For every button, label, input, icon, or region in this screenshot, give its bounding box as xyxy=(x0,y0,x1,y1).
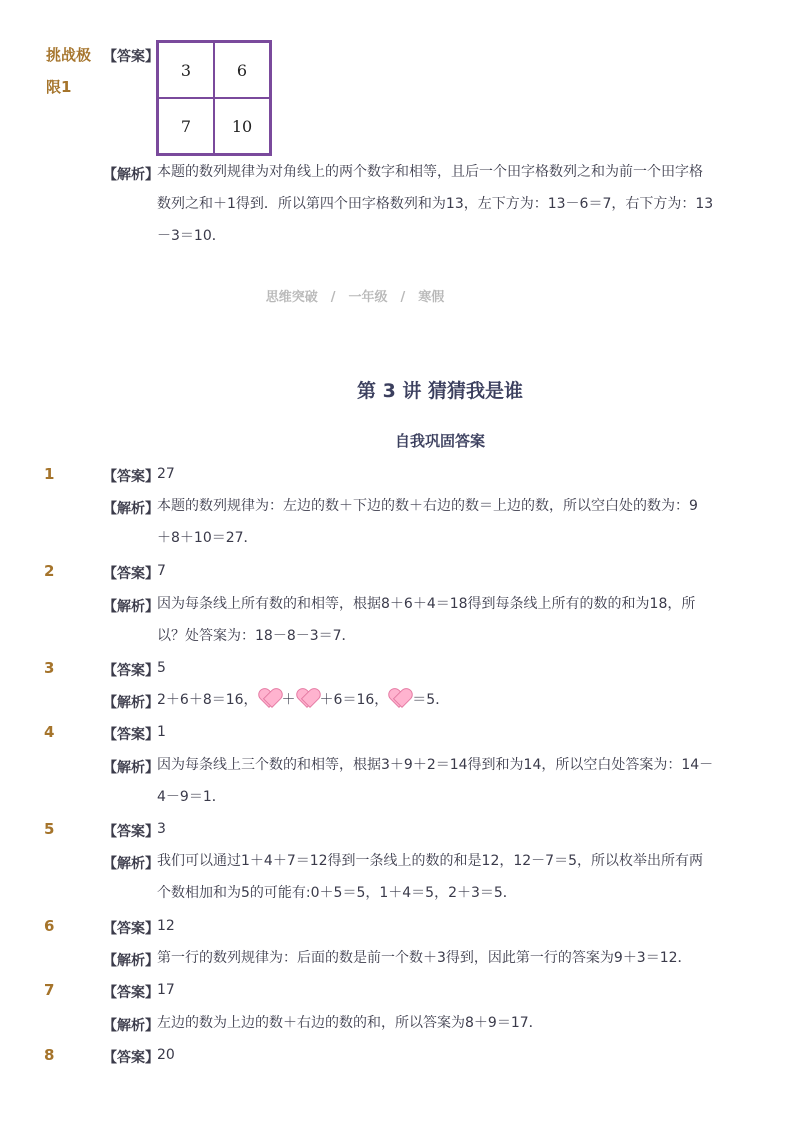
answer-tag: 【答案】 xyxy=(103,663,159,679)
item-number: 5 xyxy=(44,820,55,838)
answer-value: 12 xyxy=(157,918,175,934)
analysis-tag: 【解析】 xyxy=(103,953,159,969)
answer-value: 5 xyxy=(157,660,166,676)
analysis-line: 因为每条线上所有数的和相等，根据8＋6＋4＝18得到每条线上所有的数的和为18，所 xyxy=(157,596,696,612)
page-footer: 思维突破 / 一年级 / 寒假 xyxy=(265,290,445,305)
item-analysis xyxy=(157,588,717,652)
challenge-label-line2: 限1 xyxy=(46,78,72,96)
grid-cell: 10 xyxy=(214,98,270,154)
item-analysis xyxy=(157,490,717,554)
grid-cell: 7 xyxy=(158,98,214,154)
answer-tag: 【答案】 xyxy=(103,1050,159,1066)
analysis-tag: 【解析】 xyxy=(103,501,159,517)
item-analysis xyxy=(157,749,717,813)
answer-grid xyxy=(156,40,272,156)
grid-cell: 6 xyxy=(214,42,270,98)
item-number: 2 xyxy=(44,562,55,580)
answer-tag: 【答案】 xyxy=(103,824,159,840)
analysis-tag: 【解析】 xyxy=(103,760,159,776)
answer-tag: 【答案】 xyxy=(103,921,159,937)
analysis-line: 个数相加和为5的可能有:0＋5＝5，1＋4＝5，2＋3＝5． xyxy=(157,885,517,901)
item-number: 3 xyxy=(44,659,55,677)
answer-value: 1 xyxy=(157,724,166,740)
item-number: 7 xyxy=(44,981,55,999)
heart-icon xyxy=(389,689,411,707)
answer-value: 7 xyxy=(157,563,166,579)
item-analysis xyxy=(157,684,717,716)
analysis-line: 本题的数列规律为：左边的数＋下边的数＋右边的数＝上边的数，所以空白处的数为：9 xyxy=(157,498,698,514)
answer-value: 20 xyxy=(157,1047,175,1063)
item-number: 8 xyxy=(44,1046,55,1064)
analysis-tag: 【解析】 xyxy=(103,695,159,711)
item-analysis xyxy=(157,845,717,909)
grid-cell: 3 xyxy=(158,42,214,98)
analysis-tag: 【解析】 xyxy=(103,1018,159,1034)
item-number: 6 xyxy=(44,917,55,935)
analysis-part: ＋ xyxy=(281,692,296,708)
item-number: 1 xyxy=(44,465,55,483)
analysis-line: 第一行的数列规律为：后面的数是前一个数＋3得到，因此第一行的答案为9＋3＝12． xyxy=(157,950,692,966)
analysis-part: ＝5． xyxy=(412,692,450,708)
heart-icon xyxy=(259,689,281,707)
analysis-line: 以？处答案为：18－8－3＝7． xyxy=(157,628,356,644)
item-number: 4 xyxy=(44,723,55,741)
item-analysis xyxy=(157,1007,717,1039)
analysis-line: 数列之和＋1得到．所以第四个田字格数列和为13，左下方为：13－6＝7，右下方为：13 xyxy=(157,196,714,212)
answer-tag: 【答案】 xyxy=(103,566,159,582)
analysis-part: ＋6＝16， xyxy=(319,692,389,708)
answer-tag: 【答案】 xyxy=(103,727,159,743)
answer-tag: 【答案】 xyxy=(103,49,159,65)
analysis-line: －3＝10． xyxy=(157,228,226,244)
challenge-label xyxy=(46,39,102,103)
challenge-analysis xyxy=(157,156,717,252)
answer-tag: 【答案】 xyxy=(103,985,159,1001)
analysis-tag: 【解析】 xyxy=(103,599,159,615)
answer-value: 27 xyxy=(157,466,175,482)
analysis-line: 我们可以通过1＋4＋7＝12得到一条线上的数的和是12，12－7＝5，所以枚举出所有两 xyxy=(157,853,703,869)
analysis-part: 2＋6＋8＝16， xyxy=(157,692,258,708)
heart-icon xyxy=(297,689,319,707)
analysis-line: 因为每条线上三个数的和相等，根据3＋9＋2＝14得到和为14，所以空白处答案为：14－ xyxy=(157,757,714,773)
challenge-label-line1: 挑战极 xyxy=(46,46,92,64)
item-analysis xyxy=(157,942,717,974)
answer-tag: 【答案】 xyxy=(103,469,159,485)
analysis-line: 本题的数列规律为对角线上的两个数字和相等，且后一个田字格数列之和为前一个田字格 xyxy=(157,164,703,180)
analysis-line: 4－9＝1． xyxy=(157,789,226,805)
answer-value: 3 xyxy=(157,821,166,837)
analysis-line: 左边的数为上边的数＋右边的数的和，所以答案为8＋9＝17． xyxy=(157,1015,543,1031)
answer-value: 17 xyxy=(157,982,175,998)
lesson-title: 第 3 讲 猜猜我是谁 xyxy=(356,380,524,402)
section-title: 自我巩固答案 xyxy=(394,432,485,450)
analysis-line: ＋8＋10＝27． xyxy=(157,530,258,546)
analysis-tag: 【解析】 xyxy=(103,167,159,183)
analysis-tag: 【解析】 xyxy=(103,856,159,872)
